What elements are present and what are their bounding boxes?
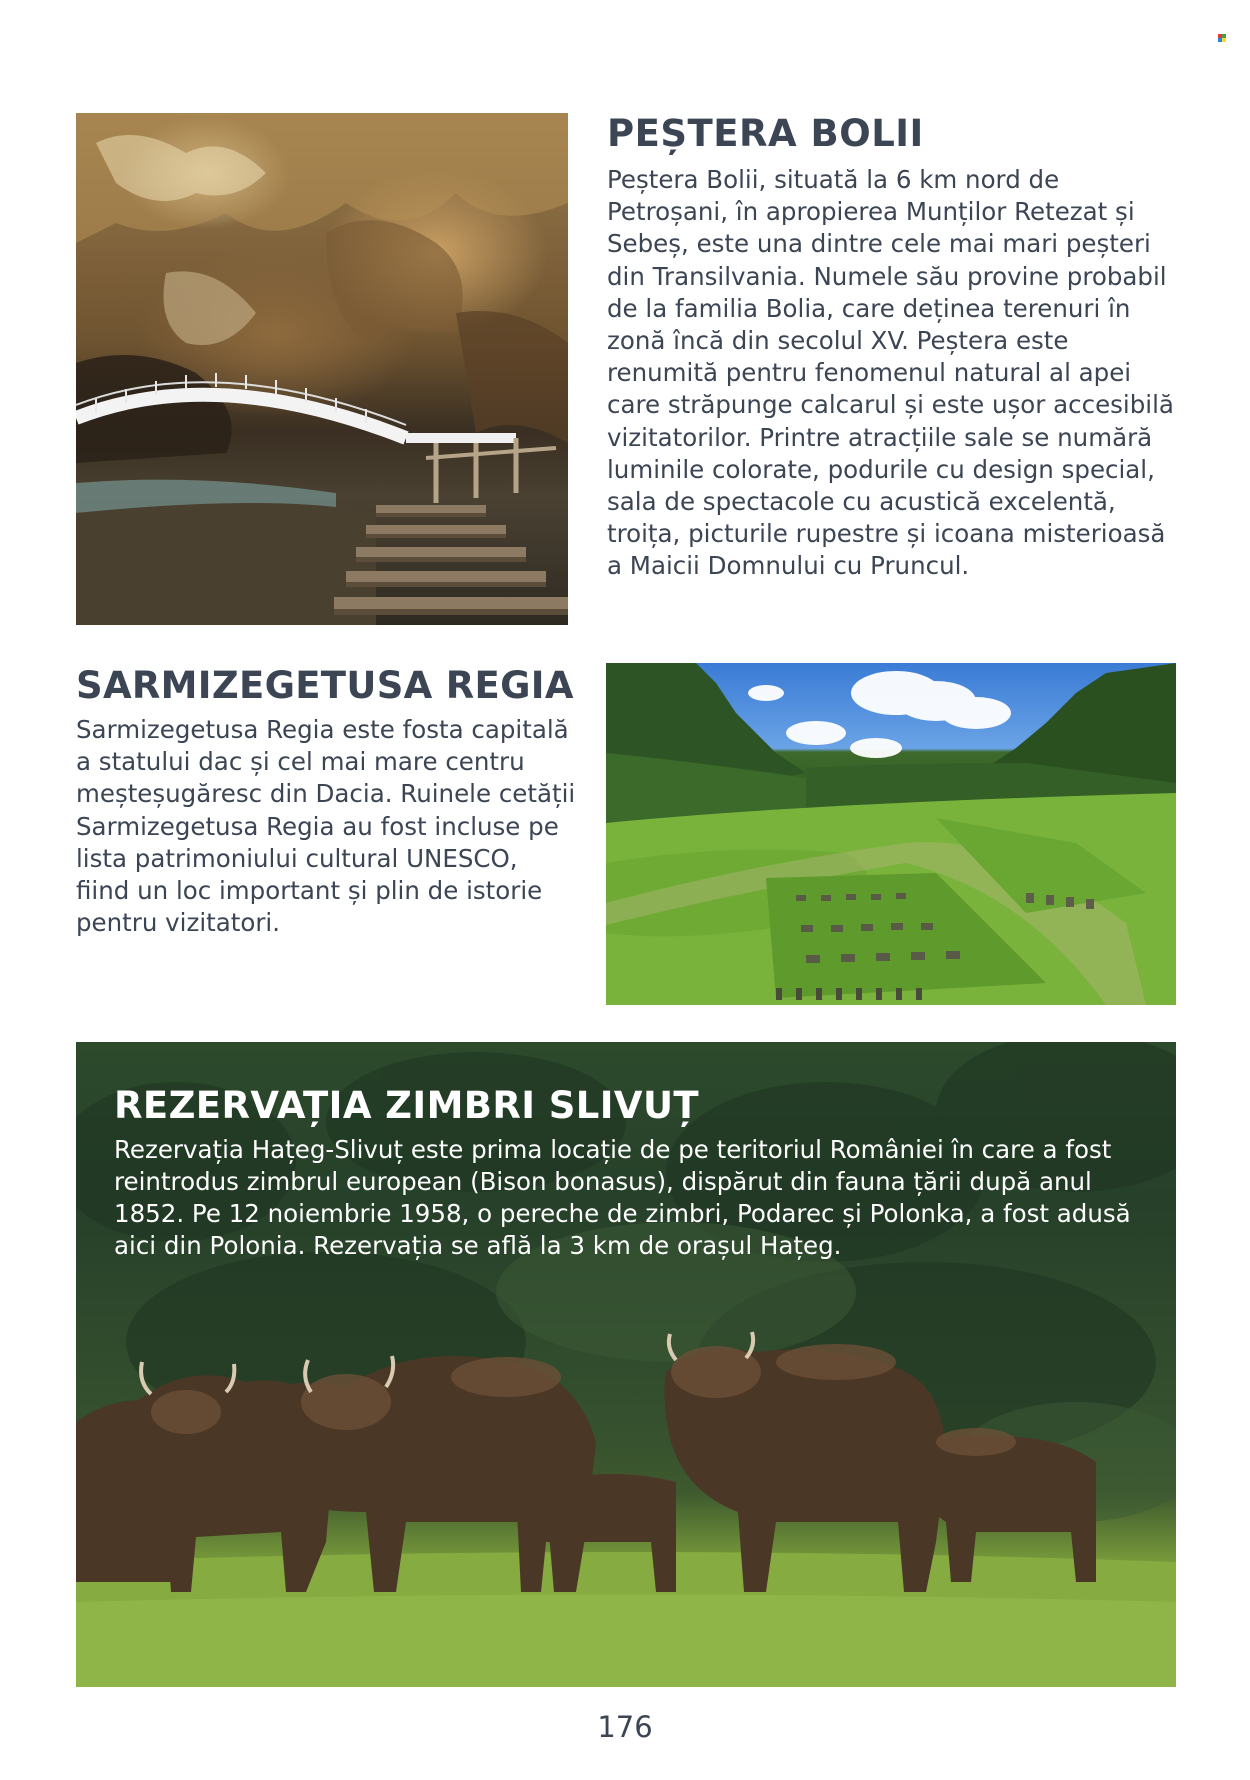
cave-photo <box>76 113 568 625</box>
corner-color-mark <box>1218 34 1226 42</box>
section-text-rezervatia-zimbri: Rezervația Hațeg-Slivuț este prima locație de pe teritoriul României în care a fost reintrodus zimbrul european (Bison bonasus), dispărut din fauna țării după anul 1852. Pe 12 noiembrie 1958, o pereche de zimbri, Podarec și Polonka, a fost adusă aici din Polonia. Rezervația se află la 3 km de orașul Hațeg. <box>114 1135 1131 1260</box>
section-text-sarmizegetusa: Sarmizegetusa Regia este fosta capitală a statului dac și cel mai mare centru meșteșugăresc din Dacia. Ruinele cetății Sarmizegetusa Regia au fost incluse pe lista patrimoniului cultural UNESCO, fiind un loc important și plin de istorie pentru vizitatori. <box>76 715 576 938</box>
page-number: 176 <box>597 1710 653 1744</box>
section-text-pestera-bolii: Peștera Bolii, situată la 6 km nord de Petroșani, în apropierea Munților Retezat și Sebeș, este una dintre cele mai mari peșteri din Transilvania. Numele său provine probabil de la familia Bolia, care deținea terenuri în zonă încă din secolul XV. Peștera este renumită pentru fenomenul natural al apei care străpunge calcarul și este ușor accesibilă vizitatorilor. Printre atracțiile sale se numără luminile colorate, podurile cu design special, sala de spectacole cu acustică excelentă, troița, picturile rupestre și icoana misterioasă a Maicii Domnului cu Pruncul. <box>607 165 1174 581</box>
section-title-pestera-bolii: PEȘTERA BOLII <box>607 112 924 155</box>
section-title-rezervatia-zimbri: REZERVAȚIA ZIMBRI SLIVUȚ <box>114 1084 700 1127</box>
ruins-photo <box>606 663 1176 1005</box>
section-title-sarmizegetusa: SARMIZEGETUSA REGIA <box>76 664 574 707</box>
